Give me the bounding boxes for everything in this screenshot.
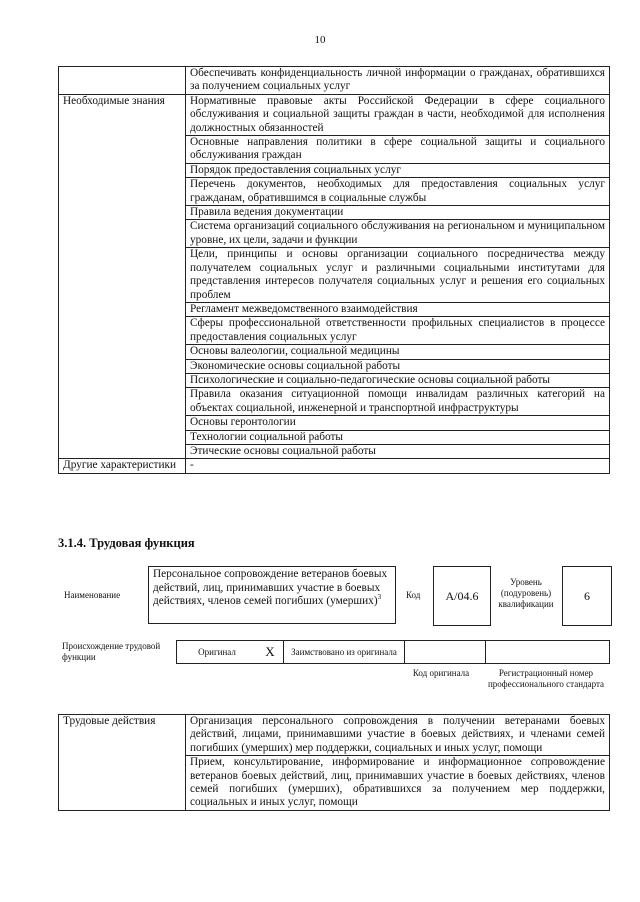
table-row <box>59 67 610 95</box>
table-row <box>59 459 610 473</box>
table-row <box>59 94 610 135</box>
table-row <box>177 641 610 664</box>
borrowed-label: Заимствовано из оригинала <box>284 641 405 664</box>
function-name-box <box>148 566 396 624</box>
actions-table <box>58 714 610 811</box>
action-item: Организация персонального сопровождения в получении ветеранами боевых действий, лицами, принимавшими участие в боевых действиях, и членами семей погибших (умерших) мер поддержки, социальных и иных услуг, помощи <box>186 715 610 756</box>
other-characteristics-label: Другие характеристики <box>59 459 186 473</box>
knowledge-item: Цели, принципы и основы организации социального посредничества между получателем социальных услуг и различными социальными институтами для представления интересов получателя социальных услуг и решения его социальных проблем <box>186 248 610 303</box>
origin-label: Происхождение трудовой функции <box>62 641 161 662</box>
code-label: Код <box>406 590 421 600</box>
knowledge-item: Перечень документов, необходимых для предоставления социальных услуг гражданам, обратившимся в социальные службы <box>186 178 610 206</box>
level-value: 6 <box>562 566 612 626</box>
other-characteristics-value: - <box>186 459 610 473</box>
original-mark: X <box>257 641 284 664</box>
knowledge-item: Сферы профессиональной ответственности профильных специалистов в процессе предоставления социальных услуг <box>186 317 610 345</box>
required-knowledge-label: Необходимые знания <box>59 94 186 459</box>
reg-number-caption: Регистрационный номер профессионального стандарта <box>487 668 605 689</box>
knowledge-item: Нормативные правовые акты Российской Федерации в сфере социального обслуживания и социальной защиты граждан в части, необходимой для исполнения должностных обязанностей <box>186 94 610 135</box>
knowledge-item: Экономические основы социальной работы <box>186 359 610 373</box>
knowledge-item: Технологии социальной работы <box>186 430 610 444</box>
knowledge-item: Правила ведения документации <box>186 206 610 220</box>
origin-table <box>176 640 610 664</box>
original-code-caption: Код оригинала <box>412 668 470 678</box>
footnote-marker: 3 <box>377 593 382 602</box>
knowledge-item: Основы валеологии, социальной медицины <box>186 345 610 359</box>
knowledge-item: Психологические и социально-педагогические основы социальной работы <box>186 373 610 387</box>
name-label: Наименование <box>64 590 121 600</box>
knowledge-item: Основные направления политики в сфере социальной защиты и социального обслуживания граждан <box>186 136 610 164</box>
knowledge-first-row: Обеспечивать конфиденциальность личной информации о гражданах, обратившихся за получением социальных услуг <box>186 67 610 95</box>
level-label: Уровень (подуровень) квалификации <box>498 577 554 609</box>
code-value: А/04.6 <box>433 566 491 626</box>
original-label: Оригинал <box>177 641 258 664</box>
page-number: 10 <box>314 34 326 46</box>
knowledge-item: Правила оказания ситуационной помощи инвалидам различных категорий на объектах социальной, инженерной и транспортной инфраструктуры <box>186 388 610 416</box>
knowledge-item: Основы геронтологии <box>186 416 610 430</box>
knowledge-item: Регламент межведомственного взаимодействия <box>186 302 610 316</box>
original-code-cell <box>405 641 486 664</box>
reg-number-cell <box>486 641 610 664</box>
section-title: 3.1.4. Трудовая функция <box>58 536 195 550</box>
function-name: Персональное сопровождение ветеранов боевых действий, лиц, принимавших участие в боевых действиях, членов семей погибших (умерших) <box>153 568 388 607</box>
actions-label: Трудовые действия <box>59 715 186 811</box>
table-row <box>59 715 610 756</box>
knowledge-item: Порядок предоставления социальных услуг <box>186 163 610 177</box>
action-item: Прием, консультирование, информирование и информационное сопровождение ветеранов боевых действий, лиц, принимавших участие в боевых действиях, членов семей погибших (умерших), обратившихся за получением мер поддержки, социальных и иных услуг, помощи <box>186 756 610 811</box>
knowledge-table <box>58 66 610 474</box>
knowledge-item: Этические основы социальной работы <box>186 444 610 458</box>
empty-label-cell <box>59 67 186 95</box>
knowledge-item: Система организаций социального обслуживания на региональном и муниципальном уровне, их цели, задачи и функции <box>186 220 610 248</box>
